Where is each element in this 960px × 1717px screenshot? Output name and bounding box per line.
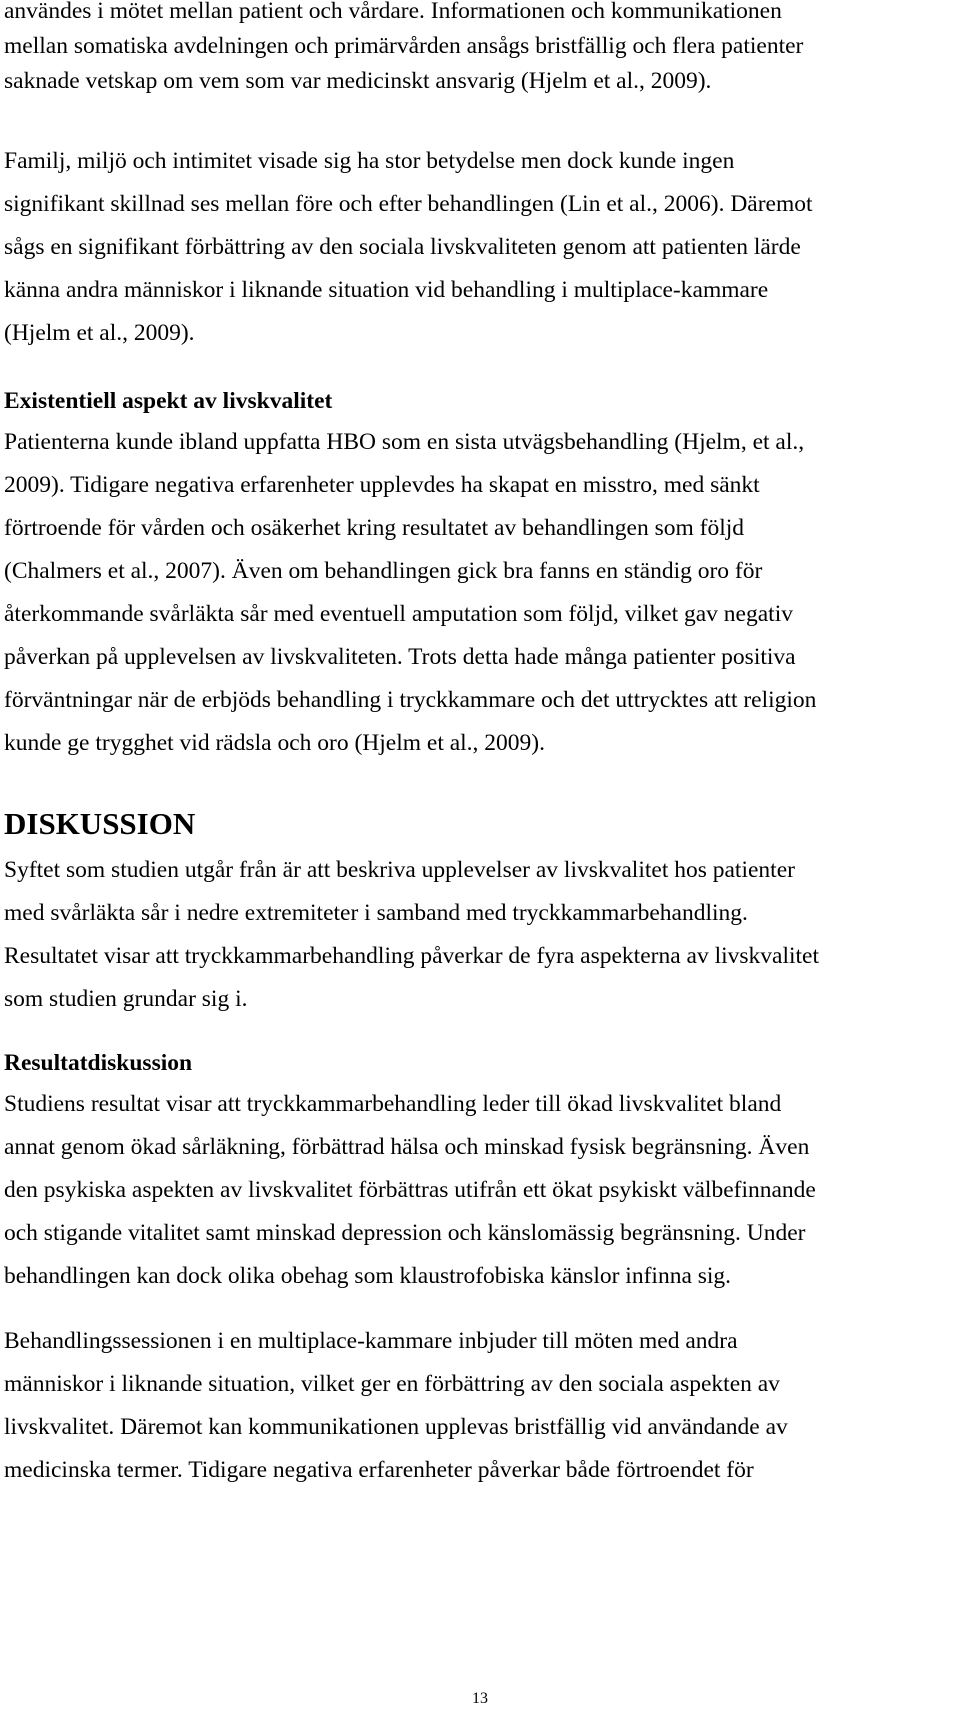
text-line: som studien grundar sig i. xyxy=(4,986,248,1012)
text-line: Syftet som studien utgår från är att beskriva upplevelser av livskvalitet hos patienter xyxy=(4,857,795,883)
results-paragraph-2 xyxy=(4,1320,956,1492)
text-line: (Hjelm et al., 2009). xyxy=(4,320,195,346)
text-line: sågs en signifikant förbättring av den sociala livskvaliteten genom att patienten lärde xyxy=(4,234,801,260)
text-line: mellan somatiska avdelningen och primärvården ansågs bristfällig och flera patienter xyxy=(4,33,804,59)
text-line: 2009). Tidigare negativa erfarenheter upplevdes ha skapat en misstro, med sänkt xyxy=(4,472,760,498)
text-line: människor i liknande situation, vilket ger en förbättring av den sociala aspekten av xyxy=(4,1371,780,1397)
text-line: Behandlingssessionen i en multiplace-kammare inbjuder till möten med andra xyxy=(4,1328,738,1354)
text-line: signifikant skillnad ses mellan före och efter behandlingen (Lin et al., 2006). Däremot xyxy=(4,191,813,217)
section-discussion xyxy=(4,802,956,846)
text-line: Familj, miljö och intimitet visade sig ha stor betydelse men dock kunde ingen xyxy=(4,148,735,174)
section-existential-body xyxy=(4,421,956,765)
text-line: förväntningar när de erbjöds behandling i tryckkammare och det uttrycktes att religion xyxy=(4,687,817,713)
section-heading: Resultatdiskussion xyxy=(4,1050,193,1076)
text-line: och stigande vitalitet samt minskad depression och känslomässig begränsning. Under xyxy=(4,1220,806,1246)
section-results-discussion xyxy=(4,1043,956,1083)
text-line: Patienterna kunde ibland uppfatta HBO som en sista utvägsbehandling (Hjelm, et al., xyxy=(4,429,805,455)
text-line: saknade vetskap om vem som var medicinskt ansvarig (Hjelm et al., 2009). xyxy=(4,68,712,94)
text-line: Resultatet visar att tryckkammarbehandling påverkar de fyra aspekterna av livskvalitet xyxy=(4,943,820,969)
text-line: annat genom ökad sårläkning, förbättrad hälsa och minskad fysisk begränsning. Även xyxy=(4,1134,810,1160)
text-line: kunde ge trygghet vid rädsla och oro (Hjelm et al., 2009). xyxy=(4,730,546,756)
text-line: behandlingen kan dock olika obehag som klaustrofobiska känslor infinna sig. xyxy=(4,1263,732,1289)
text-line: Studiens resultat visar att tryckkammarbehandling leder till ökad livskvalitet bland xyxy=(4,1091,782,1117)
text-line: återkommande svårläkta sår med eventuell amputation som följd, vilket gav negativ xyxy=(4,601,793,627)
text-line: påverkan på upplevelsen av livskvaliteten. Trots detta hade många patienter positiva xyxy=(4,644,796,670)
section-discussion-body xyxy=(4,849,956,1021)
results-paragraph-1 xyxy=(4,1083,956,1298)
paragraph-social-aspect xyxy=(4,140,956,355)
text-line: den psykiska aspekten av livskvalitet förbättras utifrån ett ökat psykiskt välbefinnande xyxy=(4,1177,816,1203)
section-heading: Existentiell aspekt av livskvalitet xyxy=(4,388,333,414)
text-line: känna andra människor i liknande situation vid behandling i multiplace-kammare xyxy=(4,277,769,303)
paragraph-continued xyxy=(4,0,956,99)
chapter-heading: DISKUSSION xyxy=(4,806,196,841)
text-line: med svårläkta sår i nedre extremiteter i samband med tryckkammarbehandling. xyxy=(4,900,748,926)
text-line: livskvalitet. Däremot kan kommunikationen upplevas bristfällig vid användande av xyxy=(4,1414,788,1440)
text-line: användes i mötet mellan patient och vårdare. Informationen och kommunikationen xyxy=(4,0,782,24)
text-line: medicinska termer. Tidigare negativa erfarenheter påverkar både förtroendet för xyxy=(4,1457,754,1483)
section-existential xyxy=(4,381,956,421)
page-number: 13 xyxy=(472,1690,488,1707)
text-line: (Chalmers et al., 2007). Även om behandlingen gick bra fanns en ständig oro för xyxy=(4,558,763,584)
text-line: förtroende för vården och osäkerhet kring resultatet av behandlingen som följd xyxy=(4,515,744,541)
